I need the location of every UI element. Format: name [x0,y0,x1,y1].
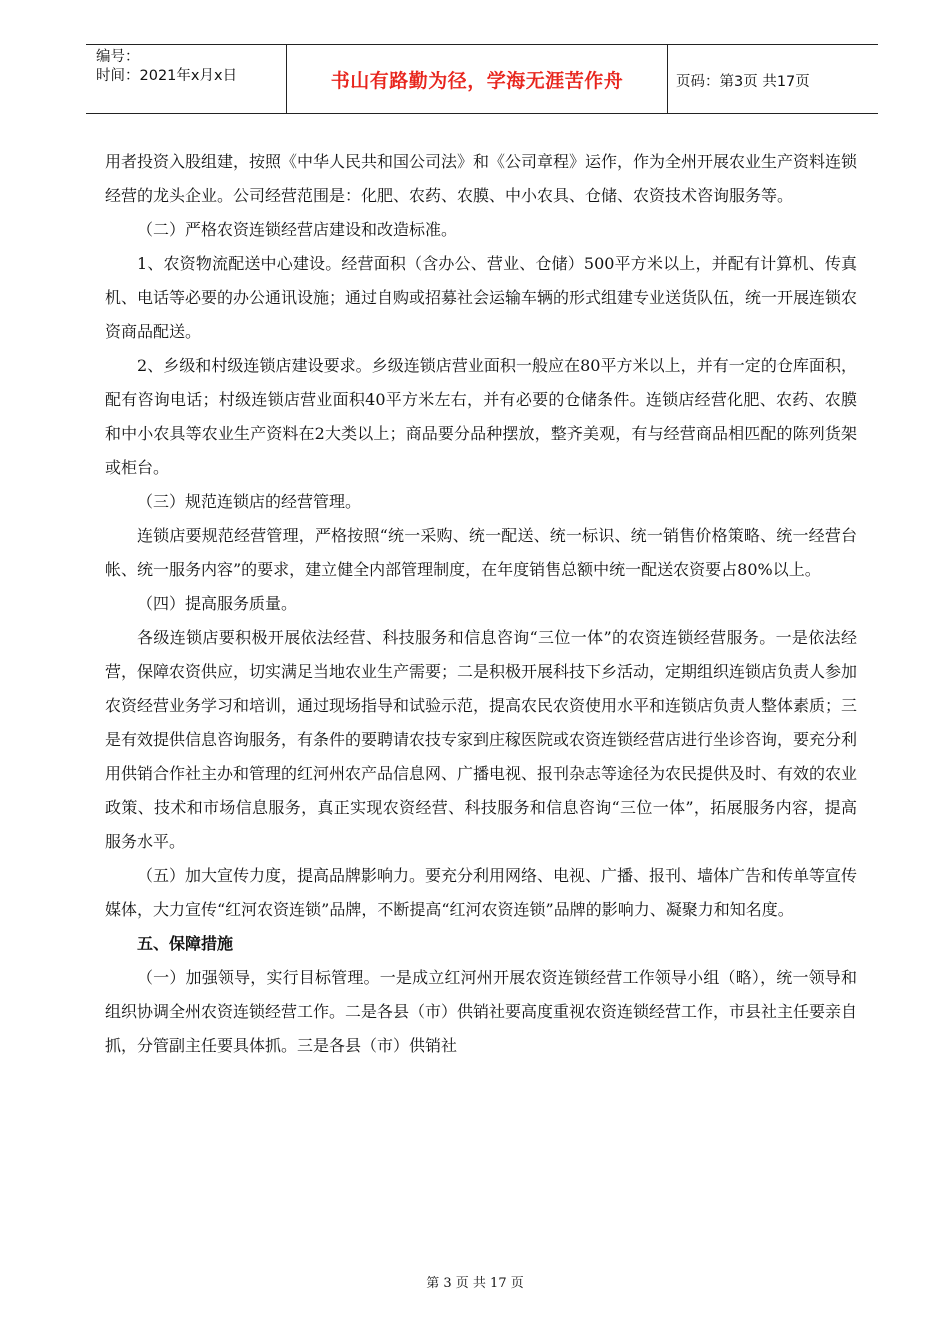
header-bottom-rule [86,113,878,114]
document-body [105,145,857,1063]
paragraph: 各级连锁店要积极开展依法经营、科技服务和信息咨询“三位一体”的农资连锁经营服务。一是依法经营，保障农资供应，切实满足当地农业生产需要；二是积极开展科技下乡活动，定期组织连锁店负责人参加农资经营业务学习和培训，通过现场指导和试验示范，提高农民农资使用水平和连锁店负责人整体素质；三是有效提供信息咨询服务，有条件的要聘请农技专家到庄稼医院或农资连锁经营店进行坐诊咨询，要充分利用供销合作社主办和管理的红河州农产品信息网、广播电视、报刊杂志等途径为农民提供及时、有效的农业政策、技术和市场信息服务，真正实现农资经营、科技服务和信息咨询“三位一体”，拓展服务内容，提高服务水平。 [105,628,858,851]
paragraph: 1、农资物流配送中心建设。经营面积（含办公、营业、仓储）500平方米以上，并配有计算机、传真机、电话等必要的办公通讯设施；通过自购或招募社会运输车辆的形式组建专业送货队伍，统一开展连锁农资商品配送。 [105,254,858,341]
subheading: （三）规范连锁店的经营管理。 [137,492,362,511]
header-motto: 书山有路勤为径，学海无涯苦作舟 [286,45,668,113]
document-time-label: 时间：2021年x月x日 [96,68,238,84]
page-footer: 第 3 页 共 17 页 [426,1276,524,1291]
subheading: （四）提高服务质量。 [137,594,298,613]
header-page-label: 页码：第3页 共17页 [676,74,810,90]
paragraph: 2、乡级和村级连锁店建设要求。乡级连锁店营业面积一般应在80平方米以上，并有一定的仓库面积，配有咨询电话；村级连锁店营业面积40平方米左右，并有必要的仓储条件。连锁店经营化肥、农药、农膜和中小农具等农业生产资料在2大类以上；商品要分品种摆放，整齐美观，有与经营商品相匹配的陈列货架或柜台。 [105,356,857,477]
document-number-label: 编号： [96,49,140,65]
paragraph: 用者投资入股组建，按照《中华人民共和国公司法》和《公司章程》运作，作为全州开展农业生产资料连锁经营的龙头企业。公司经营范围是：化肥、农药、农膜、中小农具、仓储、农资技术咨询服务等。 [105,152,858,205]
section-heading: 五、保障措施 [137,934,234,953]
paragraph: （一）加强领导，实行目标管理。一是成立红河州开展农资连锁经营工作领导小组（略），统一领导和组织协调全州农资连锁经营工作。二是各县（市）供销社要高度重视农资连锁经营工作，市县社主任要亲自抓，分管副主任要具体抓。三是各县（市）供销社 [105,968,858,1055]
paragraph: （五）加大宣传力度，提高品牌影响力。要充分利用网络、电视、广播、报刊、墙体广告和传单等宣传媒体，大力宣传“红河农资连锁”品牌，不断提高“红河农资连锁”品牌的影响力、凝聚力和知名度。 [105,866,858,919]
paragraph: 连锁店要规范经营管理，严格按照“统一采购、统一配送、统一标识、统一销售价格策略、统一经营台帐、统一服务内容”的要求，建立健全内部管理制度，在年度销售总额中统一配送农资要占80%以上。 [105,526,857,579]
header-meta [96,48,286,86]
page-header [86,44,878,114]
subheading: （二）严格农资连锁经营店建设和改造标准。 [137,220,458,239]
